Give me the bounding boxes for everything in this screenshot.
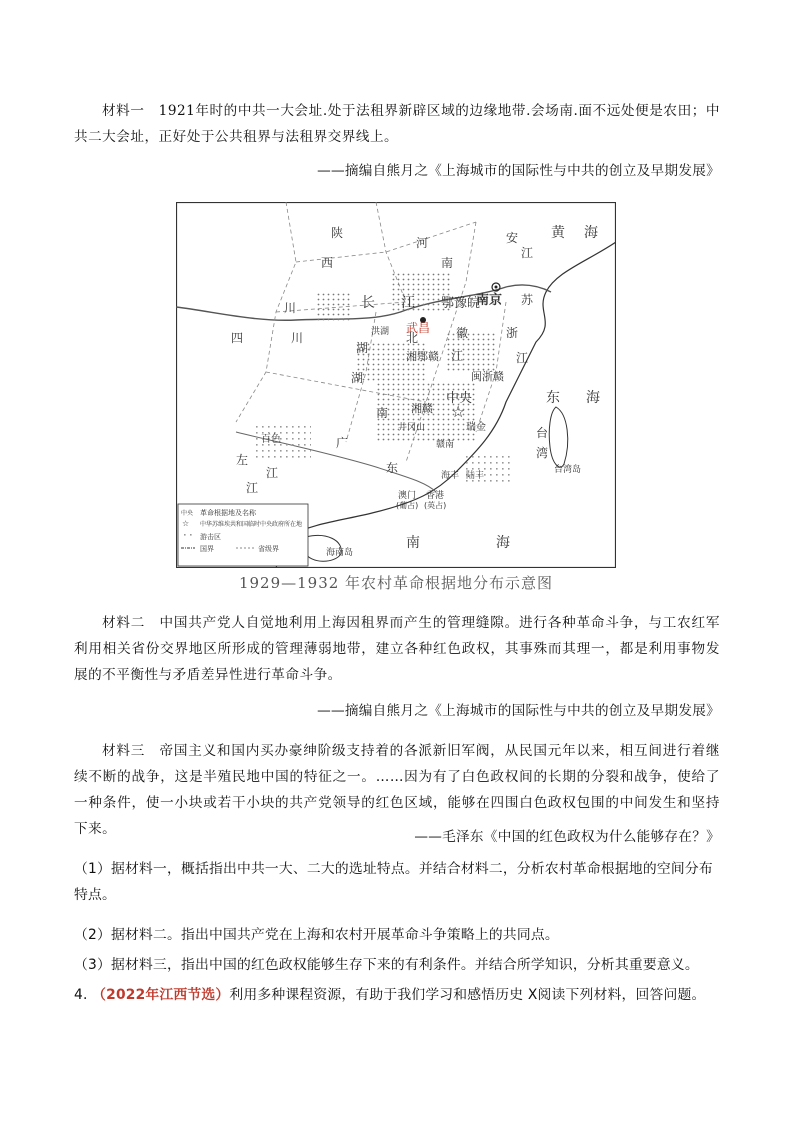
material-3: 材料三 帝国主义和国内买办豪绅阶级支持着的各派新旧军阀，从民国元年以来，相互间进行着继续不断的战争，这是半殖民地中国的特征之一。……因为有了白色政权间的长期的分裂和战争，使给了一种条件，使一小块或若干小块的共产党领导的红色区域，能够在四围白色政权包围的中间发生和坚持下来。 [74,743,720,837]
svg-text:南: 南 [406,535,420,551]
material-3-source: ——毛泽东《中国的红色政权为什么能够存在？》 [414,829,720,845]
svg-text:国界: 国界 [200,545,214,553]
svg-text:瑞金: 瑞金 [466,422,486,433]
svg-text:百色: 百色 [261,434,281,445]
svg-text:黄: 黄 [551,225,565,241]
svg-text:鄂豫皖: 鄂豫皖 [441,296,481,311]
svg-text:闽浙赣: 闽浙赣 [471,370,504,383]
map-legend [178,504,308,566]
svg-text:省级界: 省级界 [258,545,279,553]
svg-text:台: 台 [536,426,549,440]
svg-text:海南岛: 海南岛 [326,548,354,558]
svg-text:湾: 湾 [536,446,549,460]
question-1: （1）据材料一，概括指出中共一大、二大的选址特点。并结合材料二，分析农村革命根据地的空间分布特点。 [74,861,713,903]
svg-text:湘赣: 湘赣 [411,402,433,415]
svg-text:海丰: 海丰 [441,471,460,481]
svg-text:江: 江 [516,351,529,365]
svg-text:浙: 浙 [506,326,519,340]
svg-text:海: 海 [586,390,600,406]
svg-text:湖: 湖 [356,341,369,355]
svg-text:苏: 苏 [521,293,534,307]
svg-text:西: 西 [321,256,334,270]
svg-text:海: 海 [496,535,510,551]
svg-text:陕: 陕 [331,226,344,240]
question-4-number: 4. [74,987,88,1003]
svg-text:海: 海 [584,225,598,241]
svg-text:中央: 中央 [446,391,473,406]
svg-text:东: 东 [546,390,560,406]
svg-text:江: 江 [521,246,534,260]
base-area-map [176,202,616,568]
svg-text:湘鄂赣: 湘鄂赣 [406,350,439,363]
svg-text:革命根据地及名称: 革命根据地及名称 [200,509,256,517]
svg-text:澳门: 澳门 [398,491,417,501]
svg-text:长: 长 [361,295,375,311]
svg-text:南: 南 [441,256,454,270]
material-2: 材料二 中国共产党人自觉地利用上海因租界而产生的管理缝隙。进行各种革命斗争，与工农红军利用相关省份交界地区所形成的管理薄弱地带，建立各种红色政权，其事殊而其理一，都是利用事物发展的不平衡性与矛盾差异性进行革命斗争。 [74,615,720,683]
svg-text:北: 北 [406,331,419,345]
svg-text:徽: 徽 [456,326,469,340]
svg-text:南京: 南京 [476,293,503,308]
map-caption: 1929—1932 年农村革命根据地分布示意图 [238,574,554,592]
svg-text:江: 江 [266,466,279,480]
svg-text:洪湖: 洪湖 [371,327,390,337]
svg-text:(葡占): (葡占) [396,501,419,510]
svg-text:四: 四 [231,331,244,345]
svg-text:广: 广 [336,436,349,450]
svg-text:东: 东 [386,461,399,475]
svg-text:江: 江 [401,295,415,311]
svg-text:☆: ☆ [451,402,466,421]
question-4 [74,982,724,1008]
svg-text:武昌: 武昌 [406,321,431,335]
svg-text:中央: 中央 [181,510,194,517]
material-2-source: ——摘编自熊月之《上海城市的国际性与中共的创立及早期发展》 [317,703,720,719]
svg-text:江: 江 [451,349,464,363]
svg-text:安: 安 [506,231,519,245]
svg-text:江: 江 [246,481,259,495]
svg-text:川: 川 [284,301,297,315]
svg-text:河: 河 [416,236,429,250]
svg-text:台湾岛: 台湾岛 [554,465,582,475]
svg-text:(英占): (英占) [424,501,447,510]
svg-text:游击区: 游击区 [200,533,221,541]
svg-text:香港: 香港 [426,491,445,501]
svg-text:左: 左 [236,453,249,467]
svg-text:中华苏维埃共和国临时中央政府所在地: 中华苏维埃共和国临时中央政府所在地 [200,521,303,528]
material-1: 材料一 1921年时的中共一大会址.处于法租界新辟区域的边缘地带.会场南.面不远处便是农田；中共二大会址，正好处于公共租界与法租界交界线上。 [74,103,720,145]
svg-text:湖: 湖 [351,371,364,385]
svg-text:川: 川 [291,331,304,345]
question-3: （3）据材料三，指出中国的红色政权能够生存下来的有利条件。并结合所学知识，分析其重要意义。 [74,957,699,973]
question-4-text: 利用多种课程资源，有助于我们学习和感悟历史 X阅读下列材料，回答问题。 [229,987,706,1003]
svg-text:赣南: 赣南 [436,440,455,450]
svg-text:☆: ☆ [182,519,190,528]
question-4-source-tag: （2022年江西节选） [92,987,230,1003]
material-1-source: ——摘编自熊月之《上海城市的国际性与中共的创立及早期发展》 [317,163,720,179]
svg-text:井冈山: 井冈山 [398,423,426,433]
question-2: （2）据材料二。指出中国共产党在上海和农村开展革命斗争策略上的共同点。 [74,927,559,943]
svg-text:南: 南 [376,406,389,420]
svg-text:陆丰: 陆丰 [466,471,485,481]
